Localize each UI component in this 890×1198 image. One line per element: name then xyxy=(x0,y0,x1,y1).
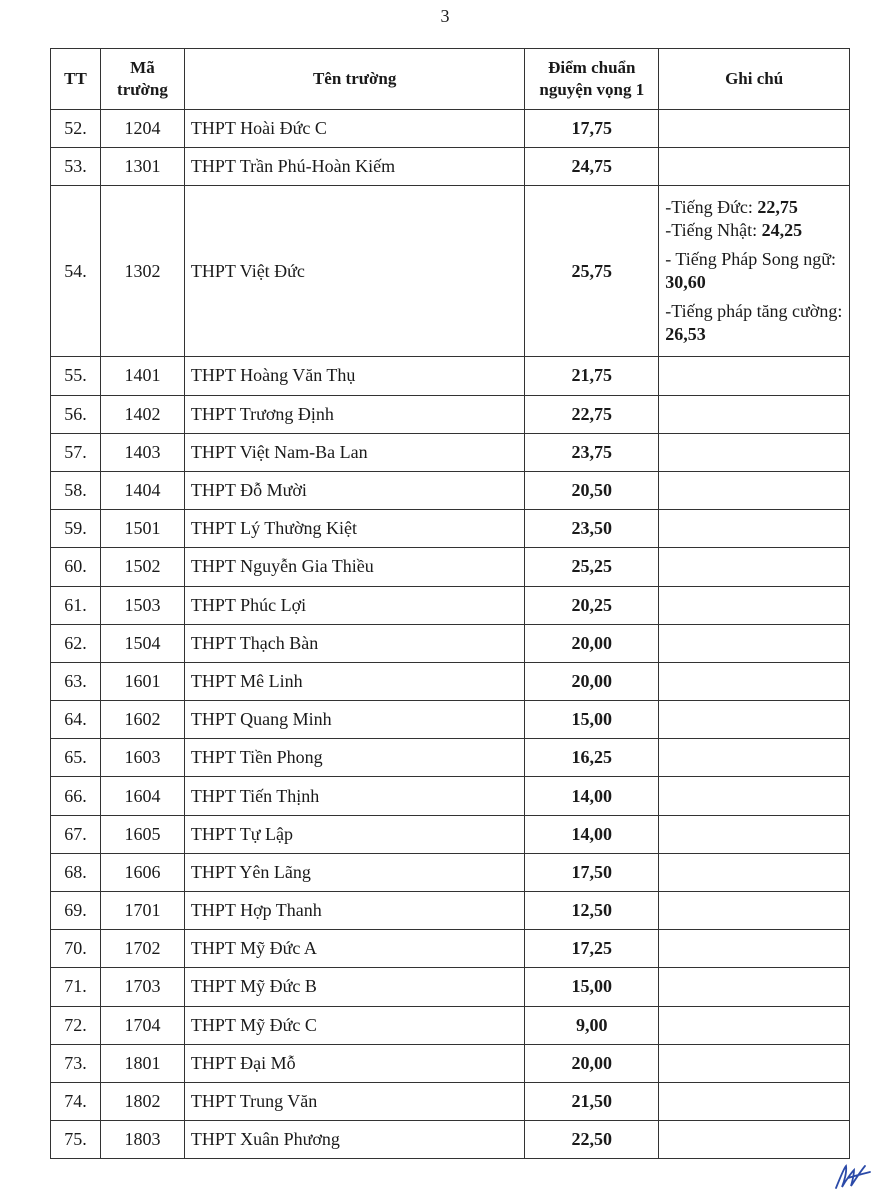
row-school-name: THPT Xuân Phương xyxy=(184,1121,524,1159)
note-value: 24,25 xyxy=(761,220,803,241)
row-note xyxy=(659,1082,850,1120)
row-note xyxy=(659,930,850,968)
row-school-code: 1503 xyxy=(100,586,184,624)
row-school-code: 1702 xyxy=(100,930,184,968)
table-row xyxy=(51,1006,850,1044)
row-score: 16,25 xyxy=(525,739,659,777)
table-row xyxy=(51,586,850,624)
row-school-name: THPT Quang Minh xyxy=(184,701,524,739)
row-note xyxy=(659,186,850,357)
row-tt: 68. xyxy=(51,853,101,891)
table-row xyxy=(51,853,850,891)
row-note xyxy=(659,357,850,395)
row-school-name: THPT Thạch Bàn xyxy=(184,624,524,662)
row-note xyxy=(659,853,850,891)
row-tt: 63. xyxy=(51,662,101,700)
row-tt: 62. xyxy=(51,624,101,662)
row-score: 22,50 xyxy=(525,1121,659,1159)
table-row xyxy=(51,148,850,186)
header-score-line1: Điểm chuẩn xyxy=(548,58,636,77)
row-school-name: THPT Tự Lập xyxy=(184,815,524,853)
row-score: 20,00 xyxy=(525,662,659,700)
row-note xyxy=(659,510,850,548)
row-note xyxy=(659,739,850,777)
row-school-name: THPT Hợp Thanh xyxy=(184,892,524,930)
row-score: 17,25 xyxy=(525,930,659,968)
row-score: 20,25 xyxy=(525,586,659,624)
row-tt: 58. xyxy=(51,471,101,509)
row-school-code: 1703 xyxy=(100,968,184,1006)
row-school-name: THPT Yên Lãng xyxy=(184,853,524,891)
row-school-name: THPT Đỗ Mười xyxy=(184,471,524,509)
row-score: 15,00 xyxy=(525,968,659,1006)
row-tt: 59. xyxy=(51,510,101,548)
row-score: 20,00 xyxy=(525,624,659,662)
row-school-name: THPT Mỹ Đức B xyxy=(184,968,524,1006)
row-tt: 54. xyxy=(51,186,101,357)
row-note xyxy=(659,662,850,700)
admission-score-table xyxy=(50,48,850,1159)
row-school-code: 1603 xyxy=(100,739,184,777)
note-value: 30,60 xyxy=(665,272,706,293)
row-school-code: 1302 xyxy=(100,186,184,357)
row-school-name: THPT Phúc Lợi xyxy=(184,586,524,624)
header-school-code-line1: Mã xyxy=(130,58,155,77)
row-school-code: 1504 xyxy=(100,624,184,662)
row-school-code: 1404 xyxy=(100,471,184,509)
row-note xyxy=(659,1044,850,1082)
row-tt: 57. xyxy=(51,433,101,471)
row-school-name: THPT Trần Phú-Hoàn Kiếm xyxy=(184,148,524,186)
table-row xyxy=(51,471,850,509)
table-row xyxy=(51,1121,850,1159)
row-school-name: THPT Lý Thường Kiệt xyxy=(184,510,524,548)
table-row xyxy=(51,510,850,548)
row-note xyxy=(659,110,850,148)
header-school-name: Tên trường xyxy=(184,49,524,110)
table-row xyxy=(51,777,850,815)
row-tt: 61. xyxy=(51,586,101,624)
table-row xyxy=(51,739,850,777)
row-school-name: THPT Tiền Phong xyxy=(184,739,524,777)
row-score: 21,50 xyxy=(525,1082,659,1120)
row-note xyxy=(659,815,850,853)
note-value: 26,53 xyxy=(665,324,706,345)
table-row xyxy=(51,1044,850,1082)
row-score: 9,00 xyxy=(525,1006,659,1044)
row-school-code: 1801 xyxy=(100,1044,184,1082)
note-line xyxy=(665,196,843,219)
row-tt: 67. xyxy=(51,815,101,853)
table-row xyxy=(51,395,850,433)
row-note xyxy=(659,1121,850,1159)
row-tt: 69. xyxy=(51,892,101,930)
row-note xyxy=(659,777,850,815)
row-tt: 74. xyxy=(51,1082,101,1120)
row-school-code: 1606 xyxy=(100,853,184,891)
row-school-code: 1301 xyxy=(100,148,184,186)
row-note xyxy=(659,548,850,586)
row-note xyxy=(659,471,850,509)
row-school-code: 1204 xyxy=(100,110,184,148)
row-school-code: 1602 xyxy=(100,701,184,739)
table-row xyxy=(51,968,850,1006)
note-label: -Tiếng Đức: xyxy=(665,197,758,218)
row-tt: 72. xyxy=(51,1006,101,1044)
row-school-name: THPT Hoài Đức C xyxy=(184,110,524,148)
table-row xyxy=(51,357,850,395)
table-body xyxy=(51,110,850,1159)
table-row xyxy=(51,110,850,148)
row-note xyxy=(659,148,850,186)
table-row xyxy=(51,892,850,930)
note-line xyxy=(665,219,843,242)
row-score: 17,50 xyxy=(525,853,659,891)
row-score: 23,50 xyxy=(525,510,659,548)
note-label: - Tiếng Pháp Song ngữ: xyxy=(665,249,837,270)
table-row xyxy=(51,662,850,700)
row-note xyxy=(659,624,850,662)
row-note xyxy=(659,1006,850,1044)
row-school-code: 1601 xyxy=(100,662,184,700)
header-score xyxy=(525,49,659,110)
row-note xyxy=(659,701,850,739)
note-line xyxy=(665,248,843,294)
row-score: 21,75 xyxy=(525,357,659,395)
row-school-name: THPT Đại Mỗ xyxy=(184,1044,524,1082)
table-header-row xyxy=(51,49,850,110)
row-score: 20,00 xyxy=(525,1044,659,1082)
page-number: 3 xyxy=(440,6,450,26)
row-tt: 71. xyxy=(51,968,101,1006)
header-tt: TT xyxy=(51,49,101,110)
row-score: 12,50 xyxy=(525,892,659,930)
row-tt: 66. xyxy=(51,777,101,815)
row-school-code: 1802 xyxy=(100,1082,184,1120)
row-tt: 55. xyxy=(51,357,101,395)
row-school-name: THPT Việt Nam-Ba Lan xyxy=(184,433,524,471)
table-row xyxy=(51,433,850,471)
row-score: 23,75 xyxy=(525,433,659,471)
row-tt: 73. xyxy=(51,1044,101,1082)
row-school-name: THPT Trương Định xyxy=(184,395,524,433)
table-row xyxy=(51,1082,850,1120)
row-school-name: THPT Tiến Thịnh xyxy=(184,777,524,815)
row-tt: 65. xyxy=(51,739,101,777)
row-school-name: THPT Hoàng Văn Thụ xyxy=(184,357,524,395)
row-score: 24,75 xyxy=(525,148,659,186)
row-tt: 53. xyxy=(51,148,101,186)
note-value: 22,75 xyxy=(757,197,798,218)
row-school-code: 1803 xyxy=(100,1121,184,1159)
row-school-name: THPT Mê Linh xyxy=(184,662,524,700)
table-row xyxy=(51,186,850,357)
row-school-code: 1701 xyxy=(100,892,184,930)
row-note xyxy=(659,395,850,433)
row-tt: 56. xyxy=(51,395,101,433)
header-school-code-line2: trường xyxy=(117,80,168,99)
row-score: 14,00 xyxy=(525,815,659,853)
row-school-code: 1403 xyxy=(100,433,184,471)
row-tt: 75. xyxy=(51,1121,101,1159)
row-score: 15,00 xyxy=(525,701,659,739)
row-tt: 52. xyxy=(51,110,101,148)
row-note xyxy=(659,968,850,1006)
row-note xyxy=(659,433,850,471)
header-school-code xyxy=(100,49,184,110)
row-tt: 60. xyxy=(51,548,101,586)
row-score: 22,75 xyxy=(525,395,659,433)
table-row xyxy=(51,701,850,739)
header-note: Ghi chú xyxy=(659,49,850,110)
row-school-code: 1704 xyxy=(100,1006,184,1044)
row-note xyxy=(659,892,850,930)
note-label: -Tiếng Nhật: xyxy=(665,220,762,241)
row-school-code: 1501 xyxy=(100,510,184,548)
note-line xyxy=(665,300,843,346)
signature-icon xyxy=(832,1160,872,1192)
row-school-code: 1401 xyxy=(100,357,184,395)
table-row xyxy=(51,624,850,662)
header-score-line2: nguyện vọng 1 xyxy=(539,80,645,99)
row-score: 25,75 xyxy=(525,186,659,357)
row-school-name: THPT Mỹ Đức A xyxy=(184,930,524,968)
row-score: 25,25 xyxy=(525,548,659,586)
row-tt: 64. xyxy=(51,701,101,739)
row-note xyxy=(659,586,850,624)
row-tt: 70. xyxy=(51,930,101,968)
row-school-name: THPT Mỹ Đức C xyxy=(184,1006,524,1044)
table-row xyxy=(51,930,850,968)
row-school-code: 1604 xyxy=(100,777,184,815)
row-school-name: THPT Việt Đức xyxy=(184,186,524,357)
table-row xyxy=(51,548,850,586)
row-school-code: 1502 xyxy=(100,548,184,586)
row-school-code: 1605 xyxy=(100,815,184,853)
note-label: -Tiếng pháp tăng cường: xyxy=(665,301,843,322)
row-school-code: 1402 xyxy=(100,395,184,433)
row-score: 14,00 xyxy=(525,777,659,815)
row-score: 17,75 xyxy=(525,110,659,148)
table-row xyxy=(51,815,850,853)
row-score: 20,50 xyxy=(525,471,659,509)
row-school-name: THPT Trung Văn xyxy=(184,1082,524,1120)
row-school-name: THPT Nguyễn Gia Thiều xyxy=(184,548,524,586)
